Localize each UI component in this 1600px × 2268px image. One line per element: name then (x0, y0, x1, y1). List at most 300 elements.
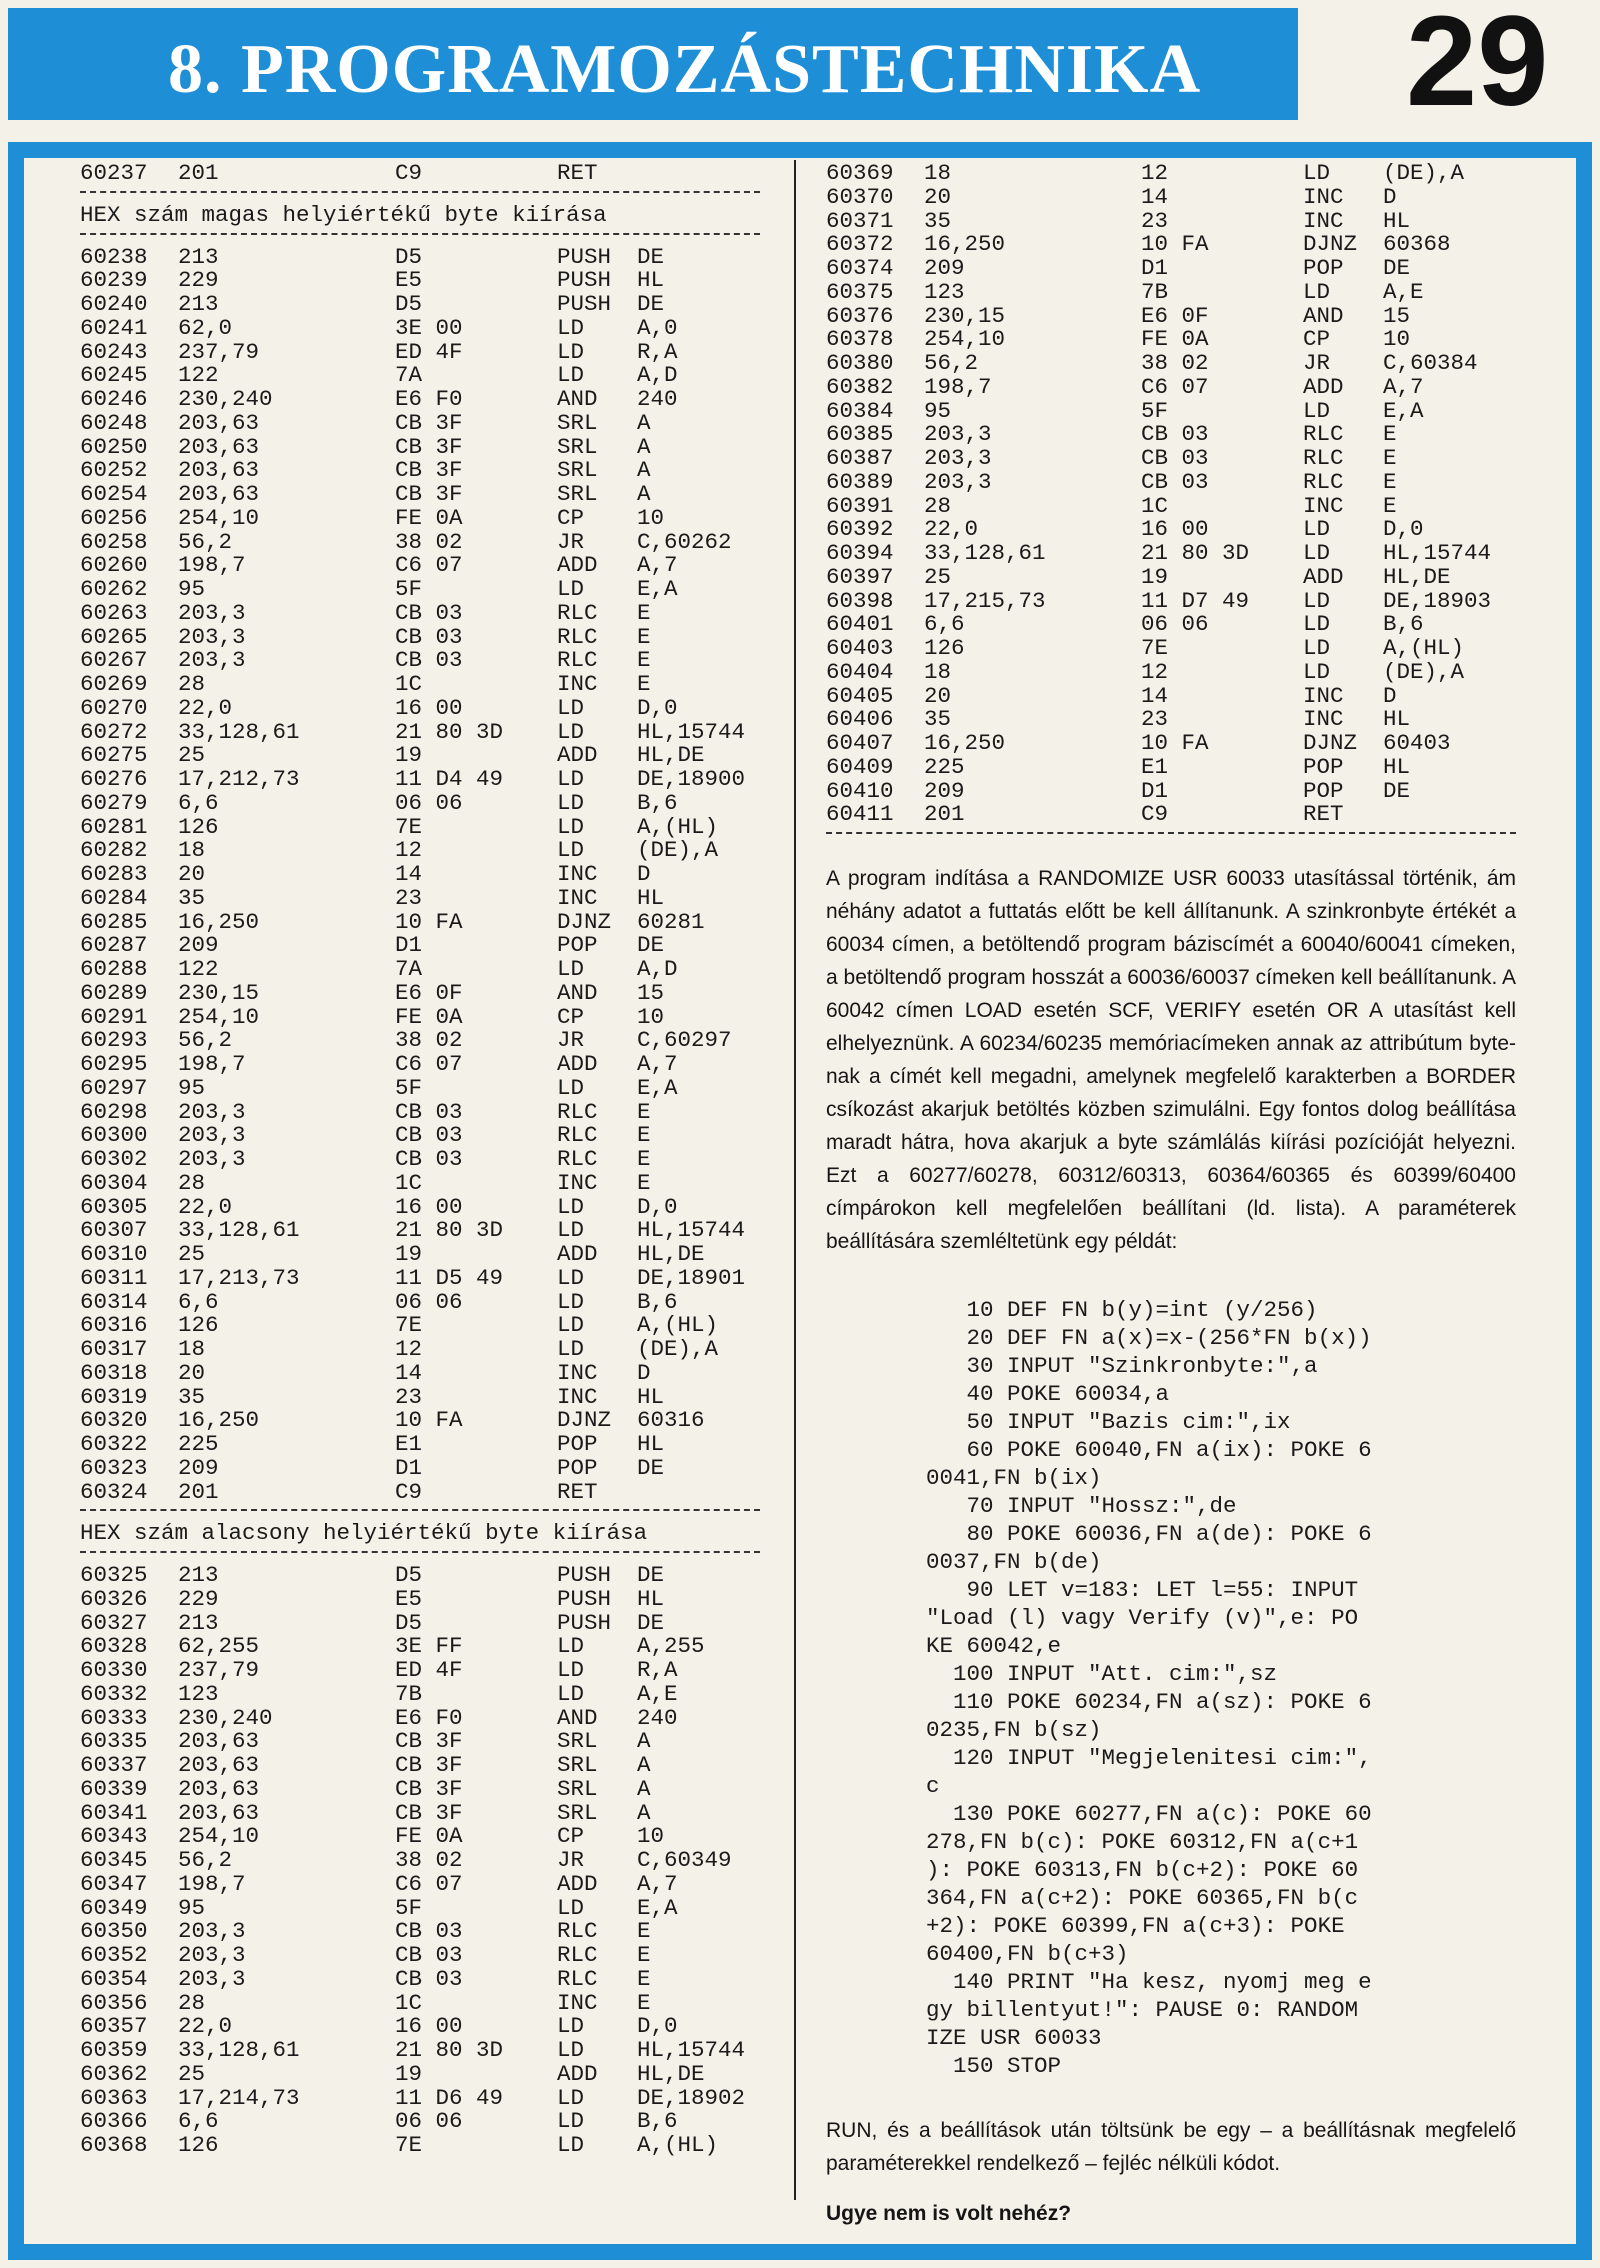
code-operand: 60316 (637, 1407, 705, 1434)
code-hex: D5 (395, 1562, 423, 1588)
code-hex: 5F (395, 1074, 423, 1101)
code-decimal: 16,250 (178, 908, 260, 935)
code-operand: HL (1383, 207, 1411, 234)
code-decimal: 213 (178, 1609, 219, 1636)
code-operand: 10 (637, 1823, 665, 1850)
code-address: 60307 (80, 1217, 148, 1244)
code-row (80, 552, 760, 579)
code-decimal: 229 (178, 1585, 219, 1612)
code-listing-continued (826, 160, 1516, 828)
code-mnemonic: AND (1303, 302, 1344, 329)
code-decimal: 230,240 (178, 386, 273, 412)
code-hex: D1 (1141, 255, 1169, 281)
code-hex: 38 02 (1141, 350, 1209, 376)
code-hex: C9 (1141, 801, 1169, 828)
dashed-separator (80, 1509, 760, 1511)
code-mnemonic: INC (557, 671, 598, 697)
code-mnemonic: INC (557, 861, 598, 887)
code-decimal: 25 (924, 563, 952, 590)
basic-line: 90 LET v=183: LET l=55: INPUT (926, 1577, 1359, 1603)
code-mnemonic: ADD (557, 1870, 598, 1897)
code-address: 60356 (80, 1989, 148, 2016)
code-operand: DE,18903 (1383, 587, 1492, 614)
basic-line: 10 DEF FN b(y)=int (y/256) (926, 1297, 1318, 1323)
code-row (826, 279, 1516, 303)
code-decimal: 6,6 (178, 1288, 219, 1315)
code-address: 60295 (80, 1051, 148, 1077)
code-mnemonic: LD (557, 362, 585, 389)
code-hex: 14 (1141, 682, 1169, 709)
code-row (80, 766, 760, 790)
code-hex: 21 80 3D (1141, 540, 1250, 566)
code-address: 60368 (80, 2132, 148, 2158)
code-mnemonic: INC (557, 1169, 598, 1196)
code-mnemonic: LD (1303, 587, 1331, 614)
code-address: 60262 (80, 576, 148, 602)
code-address: 60272 (80, 718, 148, 745)
code-address: 60410 (826, 777, 894, 804)
code-decimal: 95 (178, 1074, 206, 1101)
code-decimal: 22,0 (178, 1193, 233, 1220)
code-operand: D,0 (1383, 516, 1424, 543)
code-row (80, 1265, 760, 1289)
code-row (826, 730, 1516, 754)
code-hex: 7A (395, 362, 423, 389)
code-listing-high-byte (80, 244, 760, 1503)
code-operand: E (637, 1146, 651, 1172)
basic-line: 140 PRINT "Ha kesz, nyomj meg e (926, 1969, 1372, 1995)
code-mnemonic: ADD (557, 1241, 598, 1267)
code-hex: E1 (1141, 753, 1169, 780)
code-address: 60371 (826, 207, 894, 234)
code-hex: 14 (395, 861, 423, 887)
code-address: 60238 (80, 243, 148, 270)
code-hex: 23 (1141, 207, 1169, 234)
code-operand: A,7 (637, 1051, 678, 1077)
code-row (80, 1384, 760, 1408)
code-row (80, 1099, 760, 1123)
code-operand: D (637, 1359, 651, 1386)
code-hex: 3E FF (395, 1633, 463, 1660)
code-row (80, 1586, 760, 1610)
code-decimal: 22,0 (924, 516, 979, 543)
code-mnemonic: POP (1303, 753, 1344, 780)
code-mnemonic: SRL (557, 1728, 598, 1755)
code-address: 60263 (80, 599, 148, 626)
code-operand: A,7 (1383, 373, 1424, 400)
code-hex: 14 (395, 1359, 423, 1386)
code-hex: D1 (395, 1454, 423, 1481)
code-mnemonic: INC (1303, 706, 1344, 733)
code-mnemonic: LD (557, 837, 585, 864)
code-hex: 16 00 (395, 1193, 463, 1220)
code-decimal: 56,2 (178, 528, 233, 555)
basic-line: +2): POKE 60399,FN a(c+3): POKE (926, 1913, 1345, 1939)
code-decimal: 35 (178, 884, 206, 911)
code-decimal: 16,250 (924, 231, 1006, 258)
code-mnemonic: LD (557, 2013, 585, 2040)
code-hex: CB 03 (1141, 468, 1209, 495)
basic-program-listing (926, 1296, 1516, 2080)
basic-line: 130 POKE 60277,FN a(c): POKE 60 (926, 1801, 1372, 1827)
code-hex: FE 0A (395, 1823, 463, 1850)
code-hex: 19 (395, 1241, 423, 1267)
code-address: 60363 (80, 2084, 148, 2111)
code-hex: ED 4F (395, 1657, 463, 1683)
code-hex: CB 03 (395, 1098, 463, 1125)
code-operand: E (637, 1122, 651, 1149)
code-address: 60241 (80, 314, 148, 341)
code-row (80, 790, 760, 814)
code-row (80, 1966, 760, 1990)
code-address: 60370 (826, 183, 894, 210)
code-decimal: 25 (178, 2060, 206, 2087)
code-decimal: 203,63 (178, 1775, 260, 1802)
code-row (826, 801, 1516, 828)
code-mnemonic: JR (557, 1027, 585, 1054)
code-address: 60366 (80, 2108, 148, 2135)
code-address: 60327 (80, 1609, 148, 1636)
code-hex: C6 07 (395, 1870, 463, 1897)
code-address: 60239 (80, 267, 148, 294)
code-hex: 38 02 (395, 1027, 463, 1054)
code-mnemonic: PUSH (557, 267, 612, 294)
code-address: 60405 (826, 682, 894, 709)
code-hex: 06 06 (395, 789, 463, 816)
code-hex: 11 D4 49 (395, 766, 504, 792)
code-hex: CB 03 (395, 647, 463, 674)
code-row (826, 303, 1516, 327)
code-decimal: 225 (178, 1431, 219, 1457)
code-address: 60347 (80, 1870, 148, 1897)
code-row (826, 611, 1516, 638)
code-decimal: 230,240 (178, 1704, 273, 1731)
code-address: 60350 (80, 1918, 148, 1945)
code-hex: 7E (1141, 635, 1169, 661)
code-operand: 10 (637, 504, 665, 531)
code-row (80, 1004, 760, 1028)
dashed-separator (80, 233, 760, 235)
code-hex: 12 (395, 837, 423, 864)
code-address: 60281 (80, 813, 148, 840)
code-address: 60404 (826, 658, 894, 685)
code-decimal: 201 (924, 801, 965, 828)
code-hex: 14 (1141, 183, 1169, 210)
code-hex: 5F (395, 1894, 423, 1921)
code-hex: CB 3F (395, 457, 463, 484)
code-address: 60335 (80, 1728, 148, 1755)
code-hex: CB 3F (395, 409, 463, 436)
code-mnemonic: INC (1303, 207, 1344, 234)
code-row (826, 540, 1516, 564)
code-decimal: 203,3 (178, 623, 246, 650)
code-mnemonic: LD (557, 1312, 585, 1339)
code-hex: 21 80 3D (395, 1217, 504, 1244)
code-row (80, 457, 760, 484)
code-decimal: 33,128,61 (178, 1217, 300, 1244)
code-row (826, 398, 1516, 422)
code-operand: E (637, 599, 651, 626)
code-row (80, 1407, 760, 1434)
description-paragraph: A program indítása a RANDOMIZE USR 60033 utasítással történik, ám néhány adatot a futtatás előtt be kell állítanunk. A szinkronbyte értékét a 60034 címen, a betöltendő program báziscímét a 60040/60041 címeken, a betöltendő program hosszát a 60036/60037 címeken kell beállítanunk. A 60042 címen LOAD esetén SCF, VERIFY esetén OR A utasítást kell elhelyeznünk. A 60234/60235 memóriacímeken annak az attribútum byte-nak a címét kell megadni, amelynek megfelelő karakterben a BORDER csíkozást akarjuk betöltés közben szimulálni. Egy fontos dolog beállítása maradt hátra, hova akarjuk a byte számlálás kiírási pozícióját helyezni. Ezt a 60277/60278, 60312/60313, 60364/60365 és 60399/60400 címpárokon kell megfelelően beállítani (ld. lista). A paraméterek beállítására szemléltetünk egy példát: (826, 867, 1516, 1253)
code-row (826, 326, 1516, 353)
code-mnemonic: INC (557, 1989, 598, 2016)
code-mnemonic: LD (557, 1680, 585, 1707)
code-address: 60284 (80, 884, 148, 911)
code-address: 60276 (80, 766, 148, 792)
code-mnemonic: LD (557, 2037, 585, 2063)
basic-line: 70 INPUT "Hossz:",de (926, 1493, 1237, 1519)
code-mnemonic: LD (557, 1264, 585, 1291)
code-address: 60376 (826, 302, 894, 329)
code-address: 60300 (80, 1122, 148, 1149)
code-address: 60285 (80, 908, 148, 935)
code-row (80, 291, 760, 315)
code-address: 60293 (80, 1027, 148, 1054)
basic-line: "Load (l) vagy Verify (v)",e: PO (926, 1605, 1359, 1631)
code-hex: CB 03 (395, 1942, 463, 1968)
code-address: 60409 (826, 753, 894, 780)
code-row (80, 1170, 760, 1194)
code-hex: D1 (395, 932, 423, 959)
code-address: 60407 (826, 730, 894, 756)
code-mnemonic: JR (557, 1847, 585, 1873)
code-operand: E (637, 1098, 651, 1125)
code-address: 60282 (80, 837, 148, 864)
code-decimal: 28 (178, 671, 206, 697)
code-row (80, 624, 760, 648)
right-column (826, 160, 1516, 2226)
code-decimal: 25 (178, 1241, 206, 1267)
code-mnemonic: LD (1303, 160, 1331, 186)
code-operand: A (637, 1799, 651, 1826)
code-decimal: 126 (924, 635, 965, 661)
code-decimal: 122 (178, 956, 219, 982)
code-mnemonic: LD (1303, 397, 1331, 424)
code-row (826, 635, 1516, 659)
code-decimal: 6,6 (924, 611, 965, 638)
code-row (826, 445, 1516, 469)
code-hex: 1C (395, 1989, 423, 2016)
dashed-separator (80, 191, 760, 193)
code-mnemonic: LD (557, 1336, 585, 1362)
code-address: 60314 (80, 1288, 148, 1315)
code-address: 60397 (826, 563, 894, 590)
code-row (80, 1800, 760, 1824)
code-mnemonic: ADD (557, 742, 598, 769)
code-hex: E6 0F (395, 979, 463, 1006)
code-mnemonic: PUSH (557, 1609, 612, 1636)
code-decimal: 126 (178, 813, 219, 840)
code-address: 60279 (80, 789, 148, 816)
code-row (80, 410, 760, 434)
code-operand: E (637, 1169, 651, 1196)
code-mnemonic: AND (557, 1704, 598, 1731)
code-decimal: 203,3 (924, 421, 992, 448)
code-row (80, 1336, 760, 1360)
code-decimal: 126 (178, 1312, 219, 1339)
code-address: 60317 (80, 1336, 148, 1362)
code-mnemonic: POP (557, 1454, 598, 1481)
code-row (80, 1705, 760, 1729)
code-mnemonic: RLC (557, 1122, 598, 1149)
code-row (80, 2108, 760, 2135)
code-mnemonic: LD (557, 1074, 585, 1101)
code-operand: B,6 (637, 1288, 678, 1315)
code-address: 60254 (80, 481, 148, 507)
code-hex: 16 00 (395, 694, 463, 721)
code-row (826, 778, 1516, 802)
code-operand: E (1383, 468, 1397, 495)
code-mnemonic: RET (1303, 801, 1344, 828)
code-operand: R,A (637, 338, 678, 365)
code-row (80, 1562, 760, 1586)
code-operand: DE,18900 (637, 766, 746, 792)
code-decimal: 203,63 (178, 1799, 260, 1826)
code-address: 60287 (80, 932, 148, 959)
code-decimal: 237,79 (178, 338, 260, 365)
code-address: 60310 (80, 1241, 148, 1267)
code-hex: CB 03 (395, 599, 463, 626)
code-mnemonic: LD (557, 2108, 585, 2135)
code-mnemonic: POP (1303, 255, 1344, 281)
code-mnemonic: RLC (557, 1942, 598, 1968)
code-address: 60330 (80, 1657, 148, 1683)
code-address: 60240 (80, 291, 148, 317)
code-address: 60341 (80, 1799, 148, 1826)
code-decimal: 209 (924, 255, 965, 281)
code-operand: HL (637, 1585, 665, 1612)
code-decimal: 230,15 (178, 979, 260, 1006)
code-hex: CB 3F (395, 481, 463, 507)
code-row (826, 350, 1516, 374)
code-row (826, 184, 1516, 208)
code-address: 60401 (826, 611, 894, 638)
code-address: 60283 (80, 861, 148, 887)
dashed-separator (80, 1551, 760, 1553)
basic-line: 100 INPUT "Att. cim:",sz (926, 1661, 1278, 1687)
code-decimal: 17,214,73 (178, 2084, 300, 2111)
code-address: 60398 (826, 587, 894, 614)
code-row (80, 719, 760, 743)
code-hex: 12 (1141, 160, 1169, 186)
code-decimal: 209 (924, 777, 965, 804)
code-decimal: 35 (178, 1383, 206, 1410)
code-decimal: 18 (178, 837, 206, 864)
code-mnemonic: PUSH (557, 1562, 612, 1588)
code-address: 60324 (80, 1478, 148, 1505)
code-row (80, 1312, 760, 1339)
basic-line: ): POKE 60313,FN b(c+2): POKE 60 (926, 1857, 1359, 1883)
code-row (826, 255, 1516, 279)
code-row (80, 1823, 760, 1850)
code-operand: E (637, 623, 651, 650)
code-address: 60392 (826, 516, 894, 543)
code-decimal: 203,3 (178, 647, 246, 674)
code-decimal: 95 (178, 576, 206, 602)
code-operand: E (1383, 421, 1397, 448)
code-hex: C9 (395, 1478, 423, 1505)
code-hex: E5 (395, 267, 423, 294)
code-address: 60245 (80, 362, 148, 389)
code-row (826, 231, 1516, 258)
code-operand: E (1383, 492, 1397, 519)
code-row (80, 980, 760, 1004)
code-decimal: 22,0 (178, 2013, 233, 2040)
code-operand: C,60384 (1383, 350, 1478, 376)
code-decimal: 56,2 (178, 1027, 233, 1054)
basic-line: 50 INPUT "Bazis cim:",ix (926, 1409, 1291, 1435)
code-decimal: 203,3 (924, 445, 992, 471)
code-operand: A,(HL) (637, 1312, 719, 1339)
code-row (80, 932, 760, 959)
code-address: 60319 (80, 1383, 148, 1410)
code-mnemonic: CP (1303, 326, 1331, 353)
code-hex: 1C (395, 1169, 423, 1196)
basic-line: 60400,FN b(c+3) (926, 1941, 1129, 1967)
code-operand: A (637, 1775, 651, 1802)
code-operand: HL (637, 884, 665, 911)
code-hex: 23 (395, 1383, 423, 1410)
code-operand: B,6 (1383, 611, 1424, 638)
code-hex: 12 (1141, 658, 1169, 685)
code-operand: HL,DE (1383, 563, 1451, 590)
code-operand: (DE),A (637, 1336, 719, 1362)
code-operand: A,255 (637, 1633, 705, 1660)
code-operand: A (637, 457, 651, 484)
code-address: 60323 (80, 1454, 148, 1481)
code-mnemonic: INC (1303, 183, 1344, 210)
code-decimal: 25 (178, 742, 206, 769)
code-row (80, 2037, 760, 2061)
code-row (80, 2085, 760, 2109)
code-hex: 1C (395, 671, 423, 697)
code-decimal: 62,0 (178, 314, 233, 341)
basic-line: 278,FN b(c): POKE 60312,FN a(c+1 (926, 1829, 1359, 1855)
code-address: 60394 (826, 540, 894, 566)
code-hex: 21 80 3D (395, 2037, 504, 2063)
code-mnemonic: RLC (557, 1146, 598, 1172)
code-mnemonic: LD (557, 576, 585, 602)
code-row (80, 837, 760, 864)
basic-line: gy billentyut!": PAUSE 0: RANDOM (926, 1997, 1359, 2023)
code-operand: A,7 (637, 1870, 678, 1897)
code-row (80, 600, 760, 624)
section-title-high-byte: HEX szám magas helyiértékű byte kiírása (80, 201, 607, 228)
code-operand: B,6 (637, 789, 678, 816)
code-decimal: 28 (178, 1169, 206, 1196)
code-mnemonic: CP (557, 1003, 585, 1030)
code-operand: R,A (637, 1657, 678, 1683)
code-decimal: 198,7 (178, 552, 246, 579)
code-address: 60378 (826, 326, 894, 353)
code-decimal: 198,7 (178, 1051, 246, 1077)
code-address: 60385 (826, 421, 894, 448)
code-row (80, 1942, 760, 1966)
code-address: 60349 (80, 1894, 148, 1921)
code-hex: 11 D5 49 (395, 1264, 504, 1291)
code-row (826, 374, 1516, 398)
code-mnemonic: LD (557, 2132, 585, 2158)
code-operand: A,(HL) (637, 813, 719, 840)
code-mnemonic: CP (557, 504, 585, 531)
code-row (80, 1194, 760, 1218)
code-address: 60391 (826, 492, 894, 519)
code-decimal: 18 (178, 1336, 206, 1362)
code-row (826, 564, 1516, 588)
code-row (80, 1360, 760, 1384)
code-mnemonic: POP (557, 932, 598, 959)
